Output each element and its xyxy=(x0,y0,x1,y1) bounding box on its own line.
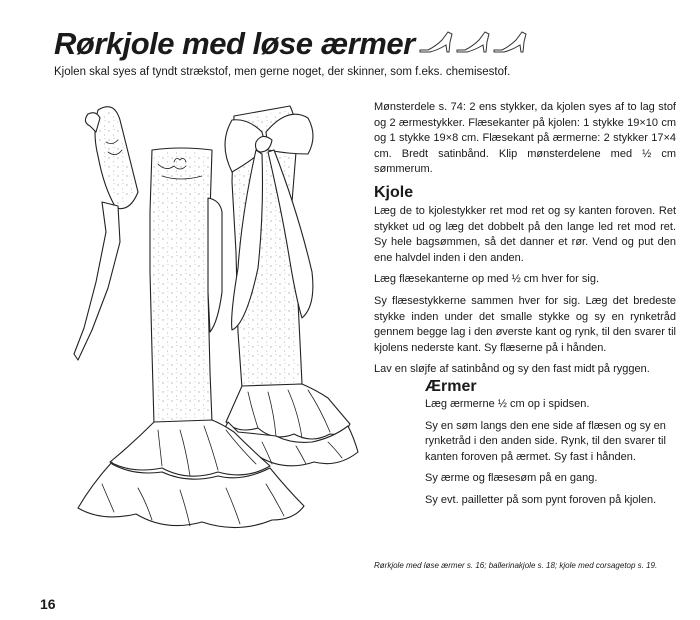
materials-paragraph: Mønsterdele s. 74: 2 ens stykker, da kjolen syes af to lag stof og 2 ærmestykker. Flæsekanter på kjolen: 1 stykke 19×10 cm og 1 stykke 19×8 cm. Flæsekant på ærmerne: 2 stykker 17×4 cm. Bredt satinbånd. Klip mønsterdelene med ½ cm sømmerum. xyxy=(374,101,676,176)
kjole-step-4: Lav en sløjfe af satinbånd og sy den fast midt på ryggen. xyxy=(374,363,650,376)
kjole-step-2: Læg flæsekanterne op med ½ cm hver for sig. xyxy=(374,273,599,286)
page-title: Rørkjole med løse ærmer xyxy=(54,26,415,61)
subtitle: Kjolen skal syes af tyndt strækstof, men gerne noget, der skinner, som f.eks. chemisestof. xyxy=(54,66,511,78)
kjole-heading: Kjole xyxy=(374,183,414,201)
aermer-heading: Ærmer xyxy=(425,378,477,395)
aermer-step-2: Sy en søm langs den ene side af flæsen og sy en rynketråd i den anden side. Rynk, til den svarer til kanten foroven på ærmet. Sy fast i hånden. xyxy=(425,419,666,463)
high-heel-shoe-icon xyxy=(457,32,489,52)
figure-caption: Rørkjole med løse ærmer s. 16; ballerinakjole s. 18; kjole med corsagetop s. 19. xyxy=(374,561,658,570)
high-heel-shoe-icon xyxy=(494,32,526,52)
high-heel-shoe-icon xyxy=(420,32,452,52)
difficulty-shoes xyxy=(418,28,530,54)
instructions-column xyxy=(374,100,676,384)
kjole-step-3: Sy flæsestykkerne sammen hver for sig. Læg det bredeste stykke inden under det smalle stykke og sy en rynketråd gennem begge lag i den øverste kant og rynk, til den svarer til kjolens nederste kant. Sy flæserne på i hånden. xyxy=(374,294,676,354)
aermer-section xyxy=(425,378,675,515)
aermer-step-3: Sy ærme og flæsesøm på en gang. xyxy=(425,472,598,485)
aermer-step-4: Sy evt. pailletter på som pynt foroven på kjolen. xyxy=(425,493,657,506)
dress-back-view xyxy=(212,106,358,466)
aermer-step-1: Læg ærmerne ½ cm op i spidsen. xyxy=(425,398,590,410)
dress-illustration xyxy=(62,92,362,547)
kjole-step-1: Læg de to kjolestykker ret mod ret og sy kanten foroven. Ret stykket ud og læg det dobbelt på den lange led ret mod ret. Sy hele bagsømmen, så det danner et rør. Vend og put den ene halvdel inden i den anden. xyxy=(374,204,676,264)
page-number: 16 xyxy=(40,596,56,612)
